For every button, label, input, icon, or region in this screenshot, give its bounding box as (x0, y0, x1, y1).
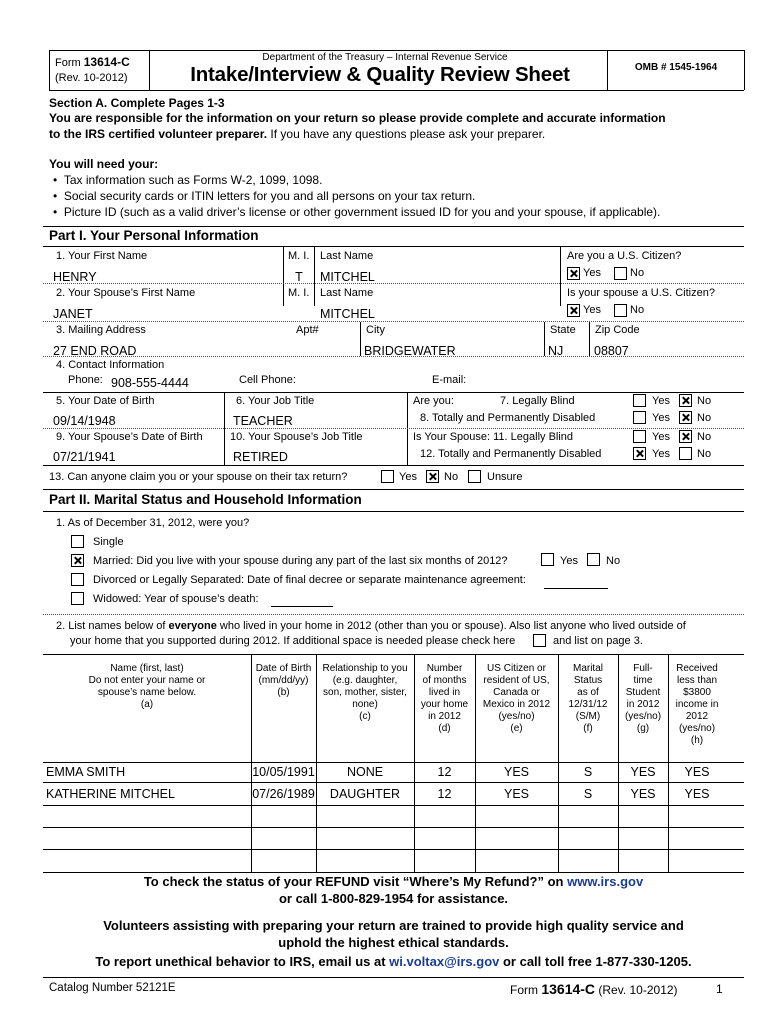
report-line: To report unethical behavior to IRS, email us at wi.voltax@irs.gov or call toll free 1-877-330-1205. (95, 954, 692, 969)
col-header-student: Full- time Student in 2012 (yes/no) (g) (624, 663, 662, 734)
email-label: E-mail: (432, 374, 467, 386)
irs-link[interactable]: www.irs.gov (567, 874, 644, 889)
table-cell-dob[interactable]: 10/05/1991 (252, 765, 315, 779)
q7-label: 7. Legally Blind (500, 395, 575, 407)
table-cell-marital[interactable]: S (583, 765, 593, 779)
last-name-label: Last Name (320, 250, 374, 262)
table-cell-months[interactable]: 12 (437, 787, 452, 801)
col-header-marital: Marital Status as of 12/31/12 (S/M) (f) (568, 663, 608, 734)
table-cell-income[interactable]: YES (684, 765, 710, 779)
col-header-relationship: Relationship to you (e.g. daughter, son, mother, sister, none) (c) (322, 663, 408, 722)
yes-label: Yes (652, 448, 670, 460)
q13-no-checkbox[interactable] (426, 470, 439, 483)
divorced-checkbox[interactable] (71, 573, 84, 586)
refund-line-2: or call 1-800-829-1954 for assistance. (278, 891, 509, 906)
need-heading: You will need your: (49, 157, 159, 171)
table-cell-citizen[interactable]: YES (503, 765, 529, 779)
catalog-number: Catalog Number 52121E (49, 982, 176, 994)
no-label: No (606, 555, 621, 567)
zip-label: Zip Code (595, 324, 640, 336)
section-a-para-1: You are responsible for the information on your return so please provide complete and accurate information (49, 111, 666, 125)
page-title: Intake/Interview & Quality Review Sheet (190, 63, 570, 86)
contact-label: 4. Contact Information (56, 359, 165, 371)
q12-no-checkbox[interactable] (679, 447, 692, 460)
q7-yes-checkbox[interactable] (633, 394, 646, 407)
spouse-first-name-field[interactable]: JANET (53, 307, 93, 321)
no-label: No (630, 304, 645, 316)
page-number: 1 (716, 982, 723, 996)
omb-number: OMB # 1545-1964 (634, 62, 718, 73)
spouse-mi-label: M. I. (288, 287, 310, 299)
table-cell-relationship[interactable]: NONE (346, 765, 384, 779)
refund-line-1: To check the status of your REFUND visit “Where’s My Refund?” on www.irs.gov (143, 874, 644, 889)
first-name-field[interactable]: HENRY (53, 270, 97, 284)
q2-line-2-end: and list on page 3. (553, 635, 643, 647)
widowed-checkbox[interactable] (71, 592, 84, 605)
address-label: 3. Mailing Address (56, 324, 146, 336)
spouse-citizen-no-checkbox[interactable] (614, 304, 627, 317)
is-spouse-label: Is Your Spouse: 11. Legally Blind (413, 431, 574, 443)
table-cell-name[interactable]: EMMA SMITH (46, 765, 126, 779)
state-label: State (550, 324, 576, 336)
spouse-dob-field[interactable]: 07/21/1941 (53, 450, 116, 464)
table-cell-months[interactable]: 12 (437, 765, 452, 779)
q13-yes-checkbox[interactable] (381, 470, 394, 483)
table-cell-dob[interactable]: 07/26/1989 (252, 787, 315, 801)
citizen-yes-checkbox[interactable] (567, 267, 580, 280)
unsure-label: Unsure (487, 471, 523, 483)
q1-label: 1. As of December 31, 2012, were you? (56, 517, 250, 529)
q13-label: 13. Can anyone claim you or your spouse on their tax return? (49, 471, 348, 483)
table-cell-relationship[interactable]: DAUGHTER (329, 787, 401, 801)
spouse-citizen-question: Is your spouse a U.S. Citizen? (567, 287, 715, 299)
col-header-dob: Date of Birth (mm/dd/yy) (b) (255, 663, 312, 698)
first-name-label: 1. Your First Name (56, 250, 148, 262)
table-cell-citizen[interactable]: YES (503, 787, 529, 801)
state-field[interactable]: NJ (548, 344, 564, 358)
married-checkbox[interactable] (71, 554, 84, 567)
divorced-label: Divorced or Legally Separated: Date of final decree or separate maintenance agreement: (93, 574, 526, 586)
form-number-header: Form 13614-C (55, 55, 130, 69)
dob-field[interactable]: 09/14/1948 (53, 414, 116, 428)
spouse-job-field[interactable]: RETIRED (233, 450, 288, 464)
yes-label: Yes (583, 267, 601, 279)
apt-label: Apt# (296, 324, 319, 336)
section-a-heading: Section A. Complete Pages 1-3 (49, 96, 225, 110)
part-2-heading: Part II. Marital Status and Household Information (49, 492, 362, 507)
married-live-no-checkbox[interactable] (587, 553, 600, 566)
q12-yes-checkbox[interactable] (633, 447, 646, 460)
q13-unsure-checkbox[interactable] (468, 470, 481, 483)
table-cell-student[interactable]: YES (630, 787, 656, 801)
no-label: No (697, 448, 712, 460)
q2-line-1: 2. List names below of everyone who lived in your home in 2012 (other than you or spouse). Also list anyone who lived outside of (56, 620, 686, 632)
report-email-link[interactable]: wi.voltax@irs.gov (389, 954, 500, 969)
single-label: Single (93, 536, 124, 548)
department-line: Department of the Treasury – Internal Revenue Service (262, 52, 508, 63)
yes-label: Yes (652, 412, 670, 424)
q2-line-2: your home that you supported during 2012. If additional space is needed please check here (70, 635, 516, 647)
no-label: No (697, 431, 712, 443)
spouse-dob-label: 9. Your Spouse’s Date of Birth (56, 431, 203, 443)
spouse-job-label: 10. Your Spouse’s Job Title (230, 431, 363, 443)
q11-yes-checkbox[interactable] (633, 430, 646, 443)
yes-label: Yes (583, 304, 601, 316)
bullet-item: • Social security cards or ITIN letters for you and all persons on your tax return. (53, 189, 476, 203)
zip-field[interactable]: 08807 (594, 344, 629, 358)
q12-label: 12. Totally and Permanently Disabled (420, 448, 602, 460)
job-label: 6. Your Job Title (236, 395, 315, 407)
table-cell-marital[interactable]: S (583, 787, 593, 801)
volunteer-line-1: Volunteers assisting with preparing your return are trained to provide high quality service and (103, 918, 684, 933)
phone-field[interactable]: 908-555-4444 (111, 376, 189, 390)
col-header-citizen: US Citizen or resident of US, Canada or Mexico in 2012 (yes/no) (e) (482, 663, 551, 734)
yes-label: Yes (560, 555, 578, 567)
q11-no-checkbox[interactable] (679, 430, 692, 443)
form-number-footer: Form 13614-C (Rev. 10-2012) (510, 981, 678, 997)
spouse-last-name-field[interactable]: MITCHEL (320, 307, 375, 321)
bullet-item: • Picture ID (such as a valid driver’s license or other government issued ID for you and your spouse, if applicable). (53, 205, 661, 219)
q8-yes-checkbox[interactable] (633, 411, 646, 424)
phone-label: Phone: (68, 374, 103, 386)
table-cell-name[interactable]: KATHERINE MITCHEL (46, 787, 175, 801)
single-checkbox[interactable] (71, 535, 84, 548)
part-1-heading: Part I. Your Personal Information (49, 228, 259, 243)
bullet-item: • Tax information such as Forms W-2, 1099, 1098. (53, 173, 323, 187)
city-label: City (366, 324, 385, 336)
citizen-question: Are you a U.S. Citizen? (567, 250, 682, 262)
col-header-income: Received less than $3800 income in 2012 (yes/no) (h) (675, 663, 719, 746)
married-label: Married: Did you live with your spouse during any part of the last six months of 2012? (93, 555, 508, 567)
form-revision-header: (Rev. 10-2012) (55, 72, 128, 84)
q8-no-checkbox[interactable] (679, 411, 692, 424)
married-live-yes-checkbox[interactable] (541, 553, 554, 566)
spouse-first-name-label: 2. Your Spouse’s First Name (56, 287, 196, 299)
mi-label: M. I. (288, 250, 310, 262)
citizen-no-checkbox[interactable] (614, 267, 627, 280)
table-cell-student[interactable]: YES (630, 765, 656, 779)
col-header-name: Name (first, last) Do not enter your name or spouse’s name below. (a) (88, 663, 206, 710)
city-field[interactable]: BRIDGEWATER (364, 344, 456, 358)
no-label: No (444, 471, 459, 483)
spouse-citizen-yes-checkbox[interactable] (567, 304, 580, 317)
q7-no-checkbox[interactable] (679, 394, 692, 407)
col-header-months: Number of months lived in your home in 2012 (d) (420, 663, 469, 734)
cell-label: Cell Phone: (239, 374, 296, 386)
widowed-label: Widowed: Year of spouse’s death: (93, 593, 259, 605)
additional-space-checkbox[interactable] (533, 634, 546, 647)
yes-label: Yes (652, 395, 670, 407)
spouse-last-name-label: Last Name (320, 287, 374, 299)
last-name-field[interactable]: MITCHEL (320, 270, 375, 284)
are-you-label: Are you: (413, 395, 454, 407)
volunteer-line-2: uphold the highest ethical standards. (278, 935, 509, 950)
section-a-para-2: to the IRS certified volunteer preparer. If you have any questions please ask your preparer. (49, 127, 546, 141)
mi-field[interactable]: T (295, 270, 303, 284)
yes-label: Yes (652, 431, 670, 443)
address-field[interactable]: 27 END ROAD (53, 344, 137, 358)
no-label: No (697, 412, 712, 424)
no-label: No (697, 395, 712, 407)
job-field[interactable]: TEACHER (233, 414, 293, 428)
divorce-date-field[interactable] (544, 588, 608, 589)
yes-label: Yes (399, 471, 417, 483)
q8-label: 8. Totally and Permanently Disabled (420, 412, 596, 424)
dob-label: 5. Your Date of Birth (56, 395, 155, 407)
table-cell-income[interactable]: YES (684, 787, 710, 801)
no-label: No (630, 267, 645, 279)
spouse-death-year-field[interactable] (271, 606, 333, 607)
